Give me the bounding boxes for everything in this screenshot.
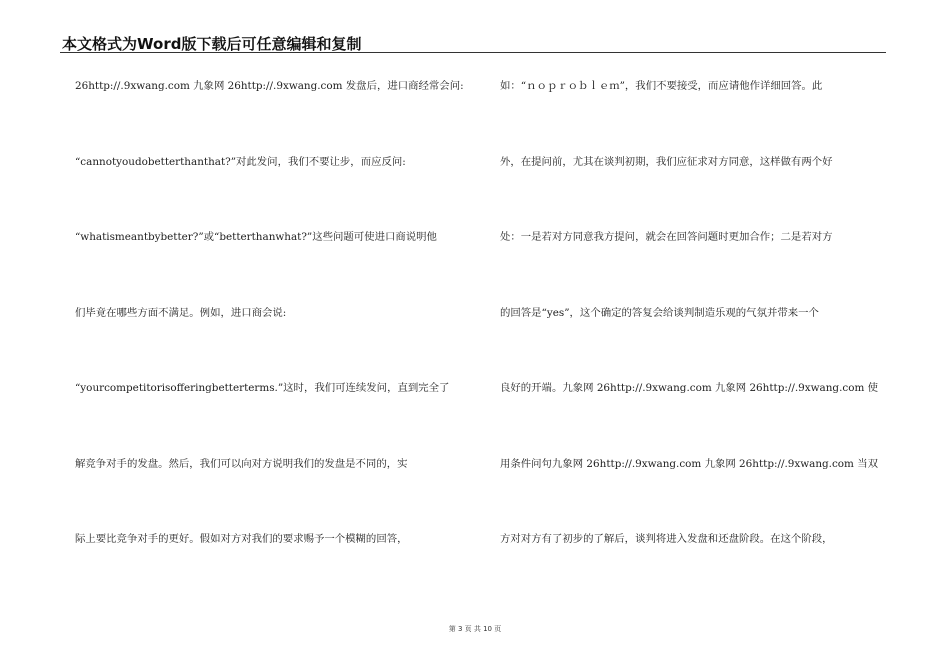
text-line: 如：“ｎｏｐｒｏｂｌｅｍ”，我们不要接受，而应请他作详细回答。此 (500, 80, 823, 92)
text-line: 26http://.9xwang.com 九象网 26http://.9xwang.com 发盘后，进口商经常会问: (75, 80, 464, 92)
text-line: 们毕竟在哪些方面不满足。例如，进口商会说: (75, 306, 287, 319)
text-line: 外，在提问前，尤其在谈判初期，我们应征求对方同意，这样做有两个好 (500, 155, 833, 168)
text-line: 良好的开端。九象网 26http://.9xwang.com 九象网 26http://.9xwang.com 使 (500, 382, 878, 394)
text-line: “whatismeantbybetter?”或“betterthanwhat?”这些问题可使进口商说明他 (75, 231, 437, 243)
left-text-column (75, 79, 470, 608)
text-line: “cannotyoudobetterthanthat?”对此发问，我们不要让步，而应反问: (75, 155, 406, 168)
text-line: 方对对方有了初步的了解后，谈判将进入发盘和还盘阶段。在这个阶段， (500, 533, 833, 545)
text-line: 际上要比竞争对手的更好。假如对方对我们的要求赐予一个模糊的回答， (75, 533, 408, 545)
text-line: 解竞争对手的发盘。然后，我们可以向对方说明我们的发盘是不同的，实 (75, 457, 408, 470)
text-line: “yourcompetitorisofferingbetterterms.”这时，我们可连续发问，直到完全了 (75, 382, 450, 394)
right-text-column (500, 79, 888, 608)
text-line: 的回答是“yes”，这个确定的答复会给谈判制造乐观的气氛并带来一个 (500, 306, 819, 319)
page-number: 第 3 页 共 10 页 (448, 625, 502, 633)
text-line: 处：一是若对方同意我方提问，就会在回答问题时更加合作；二是若对方 (500, 231, 833, 243)
text-line: 用条件问句九象网 26http://.9xwang.com 九象网 26http://.9xwang.com 当双 (500, 457, 878, 470)
document-header-title: 本文格式为Word版下载后可任意编辑和复制 (62, 35, 362, 53)
header-divider (60, 52, 886, 53)
